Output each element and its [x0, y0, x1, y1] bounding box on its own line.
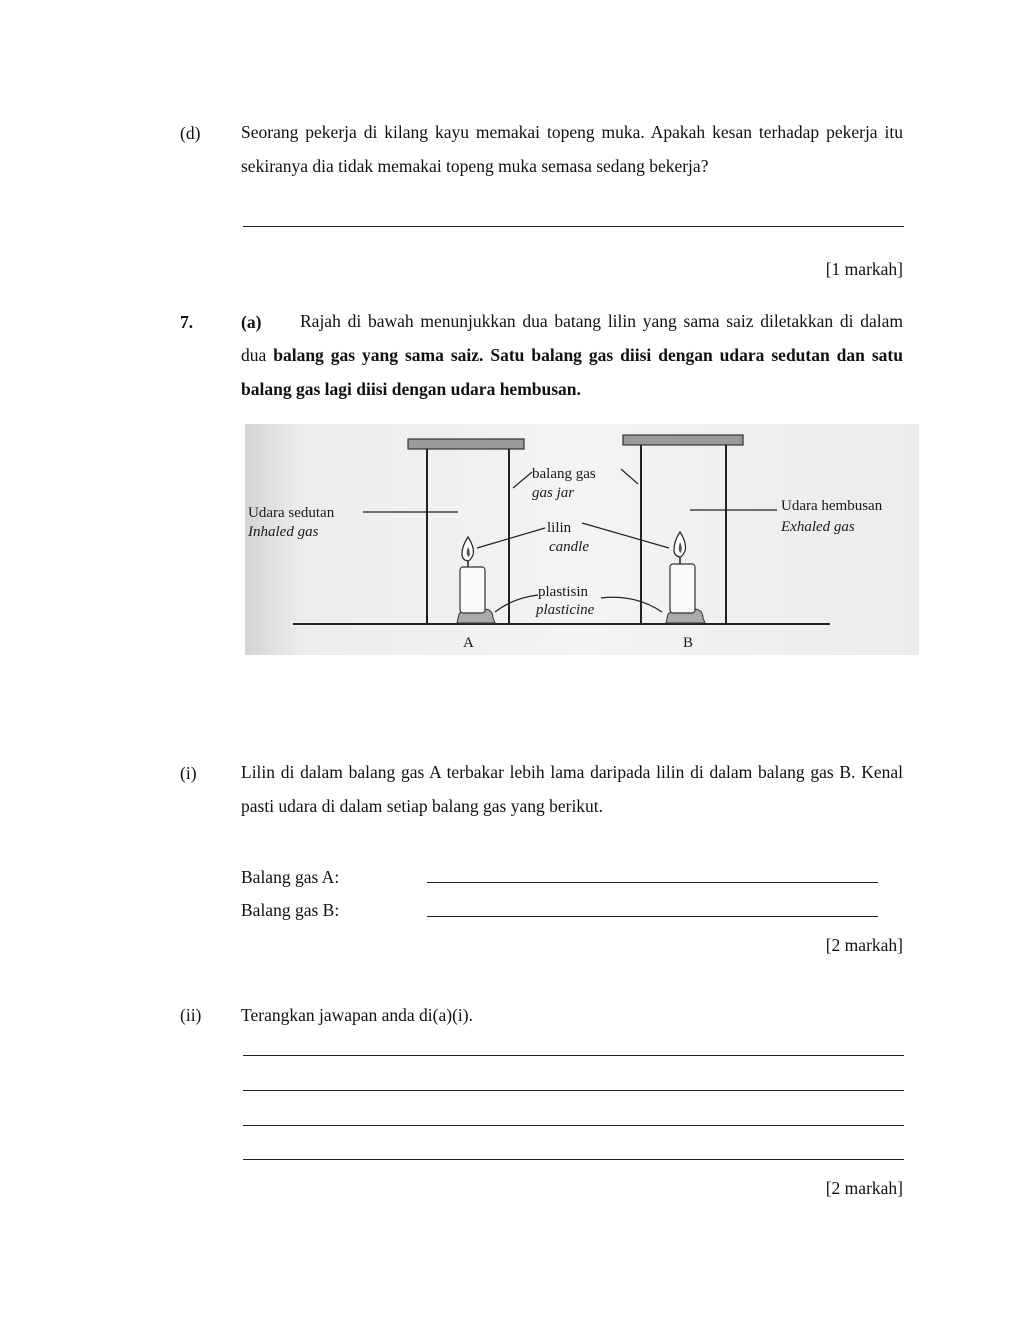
- jar-a-answer-label: Balang gas A:: [241, 867, 340, 887]
- label-jar-ms: balang gas: [532, 466, 596, 482]
- question-d-label: (d): [180, 123, 201, 143]
- question-7a-text-plain: Rajah di bawah menunjukkan dua batang lilin yang sama saiz diletakkan di dalam dua: [241, 311, 903, 365]
- question-d-text: Seorang pekerja di kilang kayu memakai topeng muka. Apakah kesan terhadap pekerja itu sekiranya dia tidak memakai topeng muka semasa sedang bekerja?: [241, 122, 903, 176]
- part-i-marks: [2 markah]: [825, 935, 903, 955]
- part-ii-label: (ii): [180, 1005, 202, 1025]
- part-ii-text: Terangkan jawapan anda di(a)(i).: [241, 1005, 473, 1025]
- gas-jar-figure: [245, 424, 919, 655]
- part-ii-answer-line-1[interactable]: [243, 1055, 904, 1056]
- question-d-marks: [1 markah]: [825, 259, 903, 279]
- part-i-text: Lilin di dalam balang gas A terbakar lebih lama daripada lilin di dalam balang gas B. Kenal pasti udara di dalam setiap balang gas yang berikut.: [241, 762, 903, 816]
- part-i-label: (i): [180, 763, 197, 783]
- candle-b: [670, 564, 695, 613]
- part-ii-answer-line-2[interactable]: [243, 1090, 904, 1091]
- question-7a-text: [241, 304, 903, 406]
- question-7a-text-bold: balang gas yang sama saiz. Satu balang gas diisi dengan udara sedutan dan satu balang gas lagi diisi dengan udara hembusan.: [241, 345, 903, 399]
- answer-line-d[interactable]: [243, 226, 904, 227]
- jar-a-answer-line[interactable]: [427, 882, 878, 883]
- label-candle-en: candle: [549, 539, 589, 555]
- label-exhaled-en: Exhaled gas: [781, 519, 855, 535]
- part-ii-answer-line-3[interactable]: [243, 1125, 904, 1126]
- label-inhaled-ms: Udara sedutan: [248, 505, 335, 521]
- label-plasticine-ms: plastisin: [538, 584, 589, 600]
- jar-b-lid: [623, 435, 743, 445]
- candle-a: [460, 567, 485, 613]
- part-ii-answer-line-4[interactable]: [243, 1159, 904, 1160]
- label-plasticine-en: plasticine: [536, 602, 595, 618]
- label-inhaled-en: Inhaled gas: [248, 524, 319, 540]
- label-exhaled-ms: Udara hembusan: [781, 498, 883, 514]
- jar-b-answer-line[interactable]: [427, 916, 878, 917]
- label-a: A: [463, 635, 474, 651]
- jar-a-lid: [408, 439, 524, 449]
- part-ii-marks: [2 markah]: [825, 1178, 903, 1198]
- label-jar-en: gas jar: [532, 485, 575, 501]
- question-7a-label: (a): [241, 312, 262, 332]
- jar-b-answer-label: Balang gas B:: [241, 900, 340, 920]
- question-7-number: 7.: [180, 312, 194, 332]
- label-b: B: [683, 635, 694, 651]
- label-candle-ms: lilin: [547, 520, 572, 536]
